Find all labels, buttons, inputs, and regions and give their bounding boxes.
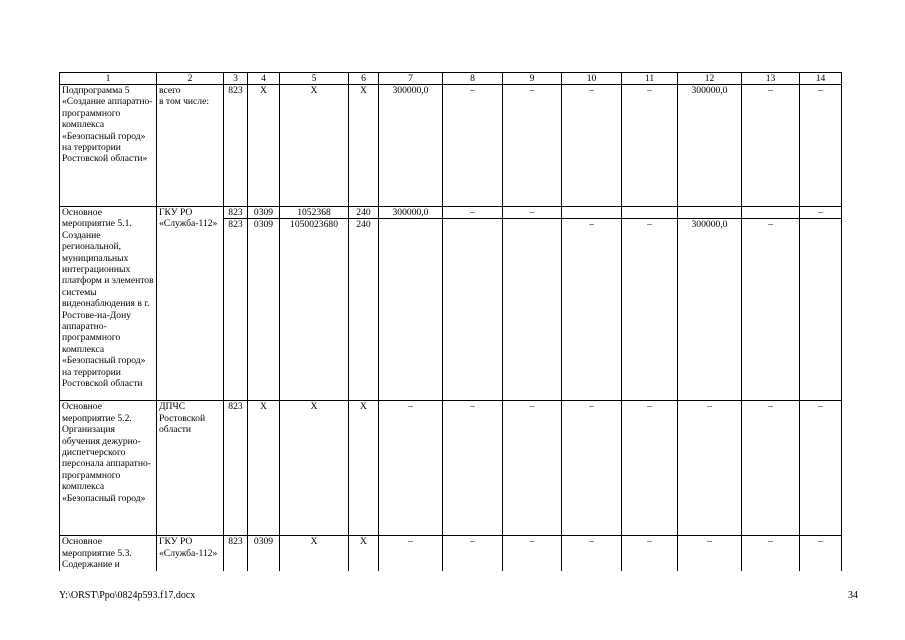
table-row <box>60 401 842 536</box>
cell-col14: – <box>800 536 842 571</box>
header-cell: 11 <box>622 73 678 85</box>
cell-col4: 0309 <box>248 207 280 219</box>
cell-col6: 240 <box>349 219 379 401</box>
table-row <box>60 536 842 571</box>
cell-col9: – <box>503 401 562 536</box>
cell-col7 <box>379 219 443 401</box>
cell-col5: 1050023680 <box>280 219 349 401</box>
cell-col9: – <box>503 85 562 207</box>
header-cell: 13 <box>742 73 800 85</box>
row-executor-cell: ГКУ РО «Служба-112» <box>157 536 224 571</box>
cell-col5: X <box>280 85 349 207</box>
cell-col9: – <box>503 536 562 571</box>
cell-col11: – <box>622 219 678 401</box>
cell-col13: – <box>742 219 800 401</box>
cell-col6: 240 <box>349 207 379 219</box>
cell-col11 <box>622 207 678 219</box>
cell-col7: 300000,0 <box>379 207 443 219</box>
cell-col4: 0309 <box>248 219 280 401</box>
cell-col13: – <box>742 401 800 536</box>
row-name-cell: Подпрограмма 5 «Создание аппаратно-программного комплекса «Безопасный город» на территории Ростовской области» <box>60 85 157 207</box>
cell-col10: – <box>562 219 622 401</box>
cell-col14 <box>800 219 842 401</box>
cell-col6: X <box>349 401 379 536</box>
cell-col11: – <box>622 85 678 207</box>
cell-col8: – <box>443 207 503 219</box>
cell-col10: – <box>562 536 622 571</box>
cell-col3: 823 <box>224 536 248 571</box>
cell-col12: – <box>678 536 742 571</box>
header-cell: 3 <box>224 73 248 85</box>
cell-col14: – <box>800 207 842 219</box>
cell-col12: 300000,0 <box>678 219 742 401</box>
header-cell: 2 <box>157 73 224 85</box>
cell-col3: 823 <box>224 401 248 536</box>
cell-col8 <box>443 219 503 401</box>
cell-col14: – <box>800 85 842 207</box>
table-row <box>60 207 842 219</box>
cell-col14: – <box>800 401 842 536</box>
page-number: 34 <box>848 590 858 601</box>
table-header-row <box>60 73 842 85</box>
cell-col3: 823 <box>224 219 248 401</box>
budget-table <box>59 72 842 571</box>
cell-col9: – <box>503 207 562 219</box>
cell-col7: – <box>379 536 443 571</box>
cell-col8: – <box>443 85 503 207</box>
row-executor-cell: ГКУ РО «Служба-112» <box>157 207 224 401</box>
cell-col5: X <box>280 401 349 536</box>
cell-col12: – <box>678 401 742 536</box>
row-name-cell: Основное мероприятие 5.1. Создание региональной, муниципальных интеграционных платформ и элементов системы видеонаблюдения в г. Ростове-на-Дону аппаратно-программного комплекса «Безопасный город» на территории Ростовской области <box>60 207 157 401</box>
cell-col10 <box>562 207 622 219</box>
cell-col12 <box>678 207 742 219</box>
header-cell: 9 <box>503 73 562 85</box>
cell-col4: X <box>248 401 280 536</box>
row-name-cell: Основное мероприятие 5.3. Содержание и <box>60 536 157 571</box>
table-row <box>60 85 842 207</box>
header-cell: 14 <box>800 73 842 85</box>
header-cell: 8 <box>443 73 503 85</box>
cell-col8: – <box>443 536 503 571</box>
cell-col7: 300000,0 <box>379 85 443 207</box>
cell-col12: 300000,0 <box>678 85 742 207</box>
cell-col6: X <box>349 85 379 207</box>
cell-col13: – <box>742 536 800 571</box>
cell-col6: X <box>349 536 379 571</box>
header-cell: 10 <box>562 73 622 85</box>
document-file-path: Y:\ORST\Ppo\0824p593.f17.docx <box>59 590 196 601</box>
row-executor-cell: всего в том числе: <box>157 85 224 207</box>
row-executor-cell: ДПЧС Ростовской области <box>157 401 224 536</box>
cell-col10: – <box>562 85 622 207</box>
cell-col11: – <box>622 536 678 571</box>
cell-col11: – <box>622 401 678 536</box>
cell-col8: – <box>443 401 503 536</box>
cell-col4: 0309 <box>248 536 280 571</box>
cell-col9 <box>503 219 562 401</box>
cell-col5: X <box>280 536 349 571</box>
cell-col3: 823 <box>224 207 248 219</box>
row-name-cell: Основное мероприятие 5.2. Организация обучения дежурно-диспетчерского персонала аппаратно-программного комплекса «Безопасный город» <box>60 401 157 536</box>
cell-col7: – <box>379 401 443 536</box>
cell-col13: – <box>742 85 800 207</box>
cell-col13 <box>742 207 800 219</box>
header-cell: 5 <box>280 73 349 85</box>
header-cell: 7 <box>379 73 443 85</box>
header-cell: 6 <box>349 73 379 85</box>
cell-col5: 1052368 <box>280 207 349 219</box>
header-cell: 1 <box>60 73 157 85</box>
cell-col4: X <box>248 85 280 207</box>
cell-col10: – <box>562 401 622 536</box>
header-cell: 4 <box>248 73 280 85</box>
cell-col3: 823 <box>224 85 248 207</box>
header-cell: 12 <box>678 73 742 85</box>
